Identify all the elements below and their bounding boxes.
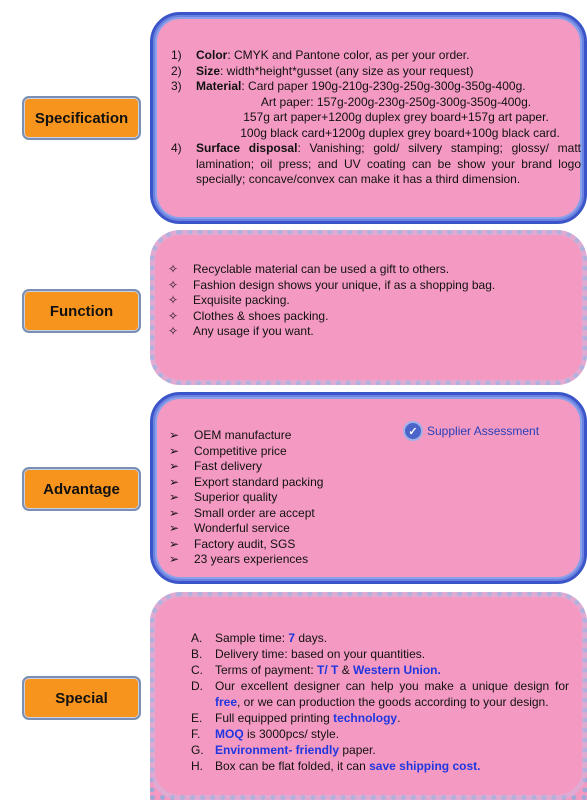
label-special-text: Special — [55, 689, 108, 707]
item-text: Delivery time: based on your quantities. — [215, 647, 426, 661]
arrow-bullet-icon: ➢ — [169, 552, 180, 566]
arrow-bullet-icon: ➢ — [169, 459, 180, 473]
diamond-bullet-icon: ✧ — [168, 324, 179, 338]
specification-list — [171, 48, 581, 188]
diamond-bullet-icon: ✧ — [168, 262, 179, 276]
item-letter: C. — [191, 663, 203, 677]
item-text: . — [397, 711, 401, 725]
advantage-item-text: Fast delivery — [194, 459, 263, 473]
item-text: : Vanishing; gold/ silvery stamping; glossy/ matt lamination; oil press; and UV coating can be show your brand logo specially; concave/convex can make it has a third dimension. — [196, 141, 581, 186]
advantage-item-text: Competitive price — [194, 443, 287, 458]
item-letter: E. — [191, 711, 203, 725]
item-text: paper. — [339, 743, 376, 757]
highlight-text: T/ T — [317, 663, 339, 677]
highlight-text: 7 — [288, 631, 296, 645]
function-item — [168, 309, 578, 325]
special-list — [191, 630, 569, 774]
highlight-text: technology — [333, 711, 398, 725]
advantage-item-text: Factory audit, SGS — [194, 536, 296, 551]
specification-item — [171, 141, 581, 188]
specification-content — [171, 48, 581, 188]
item-text: : Card paper 190g-210g-230g-250g-300g-350g-400g. — [241, 79, 526, 93]
highlight-text: Western Union. — [353, 663, 441, 677]
label-function — [22, 289, 141, 333]
advantage-item-text: Superior quality — [194, 490, 278, 504]
item-number: 1) — [171, 48, 182, 62]
item-text: Our excellent designer can help you make a unique design for — [215, 679, 569, 693]
advantage-content — [169, 428, 429, 568]
advantage-item — [169, 459, 429, 475]
diamond-bullet-icon: ✧ — [168, 277, 179, 292]
diamond-bullet-icon: ✧ — [168, 308, 179, 323]
special-item — [191, 726, 569, 742]
label-advantage — [22, 467, 141, 511]
advantage-item — [169, 552, 429, 568]
special-item — [191, 742, 569, 758]
advantage-item — [169, 444, 429, 460]
function-list — [168, 262, 578, 340]
function-item-text: Recyclable material can be used a gift to others. — [193, 262, 450, 276]
item-text: : CMYK and Pantone color, as per your order. — [227, 48, 470, 62]
special-item — [191, 758, 569, 774]
card-specification — [150, 12, 587, 224]
label-specification — [22, 96, 141, 140]
specification-item — [171, 48, 581, 64]
item-text: Sample time: — [215, 631, 289, 645]
highlight-text: MOQ — [215, 727, 244, 741]
advantage-item-text: Export standard packing — [194, 474, 324, 489]
advantage-item-text: Small order are accept — [194, 505, 315, 520]
material-line-text: 157g art paper+1200g duplex grey board+157g art paper. — [243, 110, 549, 124]
material-line-text: Art paper: 157g-200g-230g-250g-300g-350g-400g. — [260, 94, 532, 109]
function-item — [168, 262, 578, 278]
function-item — [168, 293, 578, 309]
item-text: Terms of payment: — [215, 663, 318, 677]
diamond-bullet-icon: ✧ — [168, 293, 179, 307]
label-specification-text: Specification — [34, 109, 129, 127]
supplier-assessment-badge[interactable] — [403, 421, 539, 441]
advantage-item — [169, 428, 429, 444]
item-letter: F. — [191, 727, 201, 741]
advantage-item — [169, 475, 429, 491]
check-badge-icon: ✓ — [403, 421, 423, 441]
function-item-text: Clothes & shoes packing. — [193, 308, 329, 323]
material-line — [171, 126, 581, 142]
item-text: Box can be flat folded, it can — [215, 759, 370, 773]
material-line — [171, 110, 581, 126]
material-line — [171, 95, 581, 111]
label-function-text: Function — [49, 302, 114, 320]
advantage-item — [169, 521, 429, 537]
item-text: days. — [295, 631, 328, 645]
arrow-bullet-icon: ➢ — [169, 521, 180, 535]
arrow-bullet-icon: ➢ — [169, 505, 180, 520]
highlight-text: free — [215, 695, 238, 709]
item-title: Material — [196, 79, 242, 93]
special-content — [191, 630, 569, 774]
label-advantage-text: Advantage — [43, 480, 120, 498]
advantage-item — [169, 537, 429, 553]
arrow-bullet-icon: ➢ — [169, 536, 180, 551]
item-number: 3) — [171, 79, 182, 93]
advantage-item-text: Wonderful service — [194, 521, 290, 535]
advantage-item-text: OEM manufacture — [194, 428, 292, 442]
special-item — [191, 646, 569, 662]
specification-item — [171, 79, 581, 95]
function-content — [168, 262, 578, 340]
special-item — [191, 630, 569, 646]
label-special — [22, 676, 141, 720]
item-title: Size — [196, 63, 221, 78]
item-letter: H. — [191, 759, 203, 773]
specification-item — [171, 64, 581, 80]
highlight-text: save shipping cost. — [369, 759, 481, 773]
special-item — [191, 662, 569, 678]
function-item — [168, 324, 578, 340]
item-text: , or we can production the goods according to your design. — [237, 695, 549, 709]
item-text: : width*height*gusset (any size as your request) — [220, 63, 474, 78]
item-text: & — [338, 663, 354, 677]
item-number: 4) — [171, 141, 182, 155]
item-letter: G. — [191, 743, 204, 757]
item-text: is 3000pcs/ style. — [243, 727, 340, 741]
special-item — [191, 678, 569, 710]
advantage-item — [169, 506, 429, 522]
item-letter: A. — [191, 631, 203, 645]
arrow-bullet-icon: ➢ — [169, 474, 180, 489]
function-item-text: Any usage if you want. — [193, 324, 314, 338]
item-letter: D. — [191, 679, 203, 693]
item-title: Color — [196, 48, 228, 62]
arrow-bullet-icon: ➢ — [169, 443, 180, 458]
item-number: 2) — [171, 63, 182, 78]
function-item-text: Fashion design shows your unique, if as a shopping bag. — [193, 277, 496, 292]
advantage-item — [169, 490, 429, 506]
function-item — [168, 278, 578, 294]
highlight-text: Environment- friendly — [215, 743, 340, 757]
special-item — [191, 710, 569, 726]
card-special — [150, 592, 587, 800]
arrow-bullet-icon: ➢ — [169, 428, 180, 442]
function-item-text: Exquisite packing. — [193, 293, 290, 307]
supplier-assessment-text: Supplier Assessment — [427, 424, 540, 438]
material-line-text: 100g black card+1200g duplex grey board+100g black card. — [240, 125, 560, 140]
advantage-list — [169, 428, 429, 568]
arrow-bullet-icon: ➢ — [169, 490, 180, 504]
item-letter: B. — [191, 647, 203, 661]
item-text: Full equipped printing — [215, 711, 334, 725]
item-title: Surface disposal — [196, 141, 298, 155]
card-function — [150, 230, 587, 385]
advantage-item-text: 23 years experiences — [194, 552, 309, 566]
